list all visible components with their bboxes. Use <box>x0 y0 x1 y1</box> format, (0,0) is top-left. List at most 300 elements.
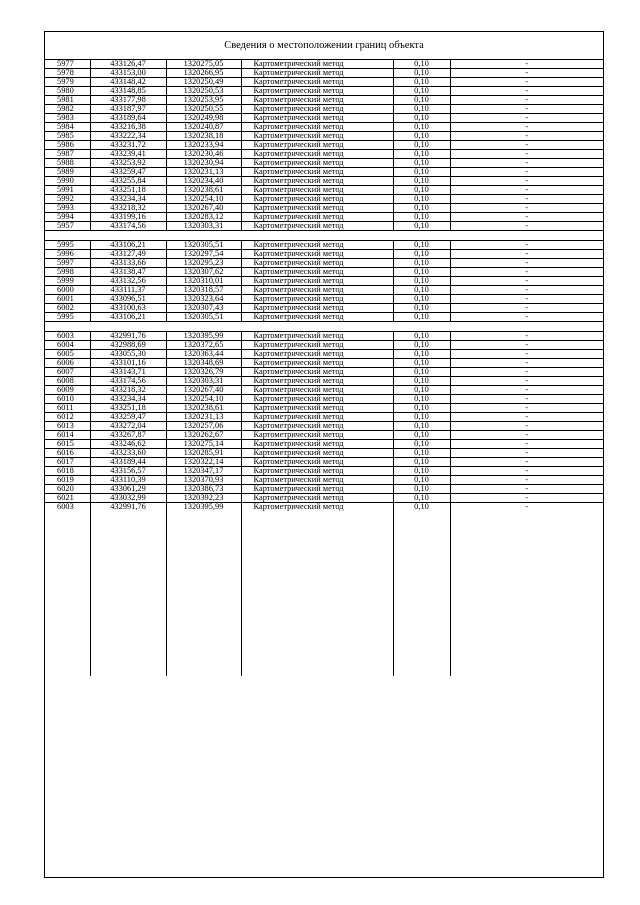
coord-y: 1320285,91 <box>166 449 241 458</box>
coord-x: 433187,97 <box>90 105 166 114</box>
point-number: 6002 <box>45 304 90 313</box>
coord-y: 1320233,94 <box>166 141 241 150</box>
point-number: 5995 <box>45 241 90 250</box>
determination-method: Картометрический метод <box>241 295 393 304</box>
point-number: 6012 <box>45 413 90 422</box>
coord-x: 433177,98 <box>90 96 166 105</box>
table-row <box>45 332 603 341</box>
table-row <box>45 159 603 168</box>
determination-method: Картометрический метод <box>241 69 393 78</box>
note: - <box>450 332 603 341</box>
determination-method: Картометрический метод <box>241 96 393 105</box>
note: - <box>450 204 603 213</box>
determination-method: Картометрический метод <box>241 431 393 440</box>
point-number: 5990 <box>45 177 90 186</box>
determination-method: Картометрический метод <box>241 377 393 386</box>
table-row <box>45 341 603 350</box>
table-row <box>45 386 603 395</box>
note: - <box>450 476 603 485</box>
note: - <box>450 96 603 105</box>
accuracy: 0,10 <box>393 332 450 341</box>
table-row <box>45 404 603 413</box>
accuracy: 0,10 <box>393 377 450 386</box>
determination-method: Картометрический метод <box>241 485 393 494</box>
determination-method: Картометрический метод <box>241 222 393 231</box>
point-number: 6009 <box>45 386 90 395</box>
note: - <box>450 304 603 313</box>
coord-x: 433110,39 <box>90 476 166 485</box>
coord-x: 433246,62 <box>90 440 166 449</box>
coord-y: 1320238,61 <box>166 186 241 195</box>
accuracy: 0,10 <box>393 114 450 123</box>
table-row <box>45 440 603 449</box>
coord-x: 433174,56 <box>90 222 166 231</box>
note: - <box>450 132 603 141</box>
table-row <box>45 87 603 96</box>
accuracy: 0,10 <box>393 458 450 467</box>
coord-x: 433251,18 <box>90 186 166 195</box>
empty-cell <box>90 511 166 676</box>
note: - <box>450 222 603 231</box>
coord-x: 433096,51 <box>90 295 166 304</box>
table-row <box>45 368 603 377</box>
point-number: 6015 <box>45 440 90 449</box>
determination-method: Картометрический метод <box>241 503 393 512</box>
coord-y: 1320230,46 <box>166 150 241 159</box>
note: - <box>450 404 603 413</box>
coord-y: 1320266,95 <box>166 69 241 78</box>
point-number: 6004 <box>45 341 90 350</box>
note: - <box>450 395 603 404</box>
determination-method: Картометрический метод <box>241 204 393 213</box>
table-row <box>45 277 603 286</box>
note: - <box>450 241 603 250</box>
determination-method: Картометрический метод <box>241 168 393 177</box>
note: - <box>525 502 529 511</box>
accuracy: 0,10 <box>393 503 450 512</box>
coord-x: 433231,72 <box>90 141 166 150</box>
coord-y: 1320395,99 <box>166 503 241 512</box>
coord-y: 1320238,18 <box>166 132 241 141</box>
point-number: 5985 <box>45 132 90 141</box>
table-row <box>45 422 603 431</box>
note: - <box>450 485 603 494</box>
table-row <box>45 213 603 222</box>
point-number: 5995 <box>45 313 90 322</box>
accuracy: 0,10 <box>393 186 450 195</box>
note: - <box>450 105 603 114</box>
separator-cell <box>45 231 603 241</box>
coord-x: 433239,41 <box>90 150 166 159</box>
determination-method: Картометрический метод <box>241 60 393 69</box>
coord-x: 433106,21 <box>90 241 166 250</box>
table-row <box>45 195 603 204</box>
note: - <box>450 195 603 204</box>
note: - <box>450 386 603 395</box>
table-row <box>45 141 603 150</box>
determination-method: Картометрический метод <box>241 341 393 350</box>
coord-x: 433259,47 <box>90 168 166 177</box>
coord-x: 433055,30 <box>90 350 166 359</box>
coord-x: 433251,18 <box>90 404 166 413</box>
point-number: 6008 <box>45 377 90 386</box>
accuracy: 0,10 <box>393 132 450 141</box>
determination-method: Картометрический метод <box>241 277 393 286</box>
coord-y: 1320347,17 <box>166 467 241 476</box>
group-separator <box>45 322 603 332</box>
empty-filler-row <box>45 511 603 676</box>
accuracy: 0,10 <box>393 422 450 431</box>
coord-x: 433255,84 <box>90 177 166 186</box>
accuracy: 0,10 <box>393 78 450 87</box>
coord-x: 432991,76 <box>90 332 166 341</box>
table-row <box>45 150 603 159</box>
accuracy: 0,10 <box>393 359 450 368</box>
determination-method: Картометрический метод <box>241 268 393 277</box>
empty-cell <box>450 511 603 676</box>
point-number: 5989 <box>45 168 90 177</box>
note: - <box>450 440 603 449</box>
table-row <box>45 503 603 512</box>
coord-y: 1320392,23 <box>166 494 241 503</box>
coord-x: 433267,87 <box>90 431 166 440</box>
coord-y: 1320283,12 <box>166 213 241 222</box>
coord-x: 433032,99 <box>90 494 166 503</box>
boundary-points-table <box>45 60 603 676</box>
coord-x: 433272,04 <box>90 422 166 431</box>
coord-x: 433127,49 <box>90 250 166 259</box>
coord-y: 1320297,54 <box>166 250 241 259</box>
determination-method: Картометрический метод <box>241 195 393 204</box>
table-row <box>45 105 603 114</box>
coord-x: 433189,64 <box>90 114 166 123</box>
note: - <box>450 259 603 268</box>
accuracy: 0,10 <box>393 304 450 313</box>
table-row <box>45 467 603 476</box>
coord-y: 1320231,13 <box>166 413 241 422</box>
point-number: 5993 <box>45 204 90 213</box>
accuracy: 0,10 <box>393 404 450 413</box>
determination-method: Картометрический метод <box>241 213 393 222</box>
accuracy: 0,10 <box>393 213 450 222</box>
point-number: 5983 <box>45 114 90 123</box>
note: - <box>450 494 603 503</box>
table-row <box>45 250 603 259</box>
determination-method: Картометрический метод <box>241 159 393 168</box>
coord-x: 433156,57 <box>90 467 166 476</box>
determination-method: Картометрический метод <box>241 422 393 431</box>
determination-method: Картометрический метод <box>241 386 393 395</box>
determination-method: Картометрический метод <box>241 87 393 96</box>
note: - <box>450 123 603 132</box>
coord-x: 433234,34 <box>90 195 166 204</box>
coord-y: 1320262,67 <box>166 431 241 440</box>
point-number: 5987 <box>45 150 90 159</box>
coord-y: 1320307,62 <box>166 268 241 277</box>
table-row <box>45 413 603 422</box>
accuracy: 0,10 <box>393 386 450 395</box>
point-number: 5957 <box>45 222 90 231</box>
coord-x: 433148,85 <box>90 87 166 96</box>
note: - <box>450 295 603 304</box>
point-number: 6000 <box>45 286 90 295</box>
determination-method: Картометрический метод <box>241 150 393 159</box>
coord-y: 1320363,44 <box>166 350 241 359</box>
table-row <box>45 268 603 277</box>
note: - <box>450 467 603 476</box>
coord-y: 1320303,31 <box>166 377 241 386</box>
table-row <box>45 60 603 69</box>
determination-method: Картометрический метод <box>241 476 393 485</box>
accuracy: 0,10 <box>393 195 450 204</box>
accuracy: 0,10 <box>393 177 450 186</box>
determination-method: Картометрический метод <box>241 114 393 123</box>
point-number: 6019 <box>45 476 90 485</box>
document-title: Сведения о местоположении границ объекта <box>45 32 603 60</box>
point-number: 6001 <box>45 295 90 304</box>
coord-y: 1320257,06 <box>166 422 241 431</box>
point-number: 6017 <box>45 458 90 467</box>
note: - <box>450 286 603 295</box>
note: - <box>450 150 603 159</box>
coord-y: 1320395,99 <box>166 332 241 341</box>
table-row <box>45 241 603 250</box>
coord-y: 1320250,49 <box>166 78 241 87</box>
coord-x: 432991,76 <box>90 503 166 512</box>
point-number: 5996 <box>45 250 90 259</box>
point-number: 6003 <box>45 503 90 512</box>
note: - <box>450 377 603 386</box>
table-row <box>45 304 603 313</box>
coord-y: 1320267,40 <box>166 204 241 213</box>
determination-method: Картометрический метод <box>241 350 393 359</box>
point-number: 5979 <box>45 78 90 87</box>
coord-y: 1320295,23 <box>166 259 241 268</box>
table-row <box>45 313 603 322</box>
table-body <box>45 60 603 676</box>
coord-y: 1320254,10 <box>166 195 241 204</box>
point-number: 6011 <box>45 404 90 413</box>
empty-cell <box>241 511 393 676</box>
point-number: 6014 <box>45 431 90 440</box>
accuracy: 0,10 <box>393 467 450 476</box>
point-number: 5998 <box>45 268 90 277</box>
note: - <box>450 413 603 422</box>
table-row <box>45 350 603 359</box>
determination-method: Картометрический метод <box>241 404 393 413</box>
coord-y: 1320372,65 <box>166 341 241 350</box>
point-number: 5978 <box>45 69 90 78</box>
coord-x: 433126,47 <box>90 60 166 69</box>
determination-method: Картометрический метод <box>241 359 393 368</box>
accuracy: 0,10 <box>393 449 450 458</box>
determination-method: Картометрический метод <box>241 332 393 341</box>
accuracy: 0,10 <box>393 123 450 132</box>
determination-method: Картометрический метод <box>241 440 393 449</box>
accuracy: 0,10 <box>393 259 450 268</box>
determination-method: Картометрический метод <box>241 132 393 141</box>
determination-method: Картометрический метод <box>241 494 393 503</box>
table-row <box>45 295 603 304</box>
point-number: 6007 <box>45 368 90 377</box>
coord-x: 433174,56 <box>90 377 166 386</box>
accuracy: 0,10 <box>393 485 450 494</box>
determination-method: Картометрический метод <box>241 286 393 295</box>
accuracy: 0,10 <box>393 440 450 449</box>
table-row <box>45 359 603 368</box>
note: - <box>450 341 603 350</box>
point-number: 5988 <box>45 159 90 168</box>
accuracy: 0,10 <box>393 141 450 150</box>
coord-x: 433218,32 <box>90 386 166 395</box>
accuracy: 0,10 <box>393 368 450 377</box>
coord-y: 1320230,94 <box>166 159 241 168</box>
coord-x: 433143,71 <box>90 368 166 377</box>
table-row <box>45 168 603 177</box>
coord-y: 1320310,01 <box>166 277 241 286</box>
coord-y: 1320250,53 <box>166 87 241 96</box>
point-number: 6016 <box>45 449 90 458</box>
point-number: 6018 <box>45 467 90 476</box>
determination-method: Картометрический метод <box>241 313 393 322</box>
note: - <box>450 458 603 467</box>
point-number: 6006 <box>45 359 90 368</box>
coord-y: 1320326,79 <box>166 368 241 377</box>
table-row <box>45 222 603 231</box>
coord-y: 1320323,64 <box>166 295 241 304</box>
coord-x: 433233,60 <box>90 449 166 458</box>
coord-y: 1320234,40 <box>166 177 241 186</box>
point-number: 5982 <box>45 105 90 114</box>
coord-y: 1320348,69 <box>166 359 241 368</box>
note: - <box>450 114 603 123</box>
table-row <box>45 377 603 386</box>
point-number: 5980 <box>45 87 90 96</box>
note: - <box>450 350 603 359</box>
coord-x: 433189,44 <box>90 458 166 467</box>
accuracy: 0,10 <box>393 413 450 422</box>
accuracy: 0,10 <box>393 150 450 159</box>
point-number: 5992 <box>45 195 90 204</box>
note: - <box>450 177 603 186</box>
table-row <box>45 494 603 503</box>
coord-x: 432988,69 <box>90 341 166 350</box>
accuracy: 0,10 <box>393 395 450 404</box>
note: - <box>450 431 603 440</box>
point-number: 6021 <box>45 494 90 503</box>
coord-y: 1320240,87 <box>166 123 241 132</box>
accuracy: 0,10 <box>393 431 450 440</box>
document-sheet <box>44 31 604 878</box>
note: - <box>450 186 603 195</box>
coord-x: 433132,56 <box>90 277 166 286</box>
accuracy: 0,10 <box>393 204 450 213</box>
coord-y: 1320275,05 <box>166 60 241 69</box>
determination-method: Картометрический метод <box>241 186 393 195</box>
coord-x: 433138,47 <box>90 268 166 277</box>
note: - <box>450 422 603 431</box>
determination-method: Картометрический метод <box>241 458 393 467</box>
table-row <box>45 78 603 87</box>
group-separator <box>45 231 603 241</box>
note: - <box>450 359 603 368</box>
determination-method: Картометрический метод <box>241 177 393 186</box>
coord-x: 433148,42 <box>90 78 166 87</box>
determination-method: Картометрический метод <box>241 141 393 150</box>
determination-method: Картометрический метод <box>241 368 393 377</box>
table-row <box>45 132 603 141</box>
note: - <box>450 268 603 277</box>
coord-x: 433259,47 <box>90 413 166 422</box>
determination-method: Картометрический метод <box>241 449 393 458</box>
coord-y: 1320231,13 <box>166 168 241 177</box>
coord-x: 433101,16 <box>90 359 166 368</box>
coord-y: 1320275,14 <box>166 440 241 449</box>
coord-x: 433106,21 <box>90 313 166 322</box>
coord-x: 433061,29 <box>90 485 166 494</box>
table-row <box>45 177 603 186</box>
accuracy: 0,10 <box>393 105 450 114</box>
point-number: 6003 <box>45 332 90 341</box>
accuracy: 0,10 <box>393 241 450 250</box>
table-row <box>45 114 603 123</box>
determination-method: Картометрический метод <box>241 395 393 404</box>
coord-y: 1320370,93 <box>166 476 241 485</box>
coord-x: 433234,34 <box>90 395 166 404</box>
table-row <box>45 395 603 404</box>
table-row <box>45 458 603 467</box>
accuracy: 0,10 <box>393 350 450 359</box>
coord-y: 1320307,43 <box>166 304 241 313</box>
coord-y: 1320254,10 <box>166 395 241 404</box>
note: - <box>450 313 603 322</box>
coord-y: 1320250,55 <box>166 105 241 114</box>
point-number: 6020 <box>45 485 90 494</box>
table-row <box>45 204 603 213</box>
coord-y: 1320249,98 <box>166 114 241 123</box>
accuracy: 0,10 <box>393 277 450 286</box>
point-number: 5984 <box>45 123 90 132</box>
note: - <box>450 168 603 177</box>
empty-cell <box>393 511 450 676</box>
coord-x: 433253,92 <box>90 159 166 168</box>
coord-x: 433222,34 <box>90 132 166 141</box>
coord-x: 433111,37 <box>90 286 166 295</box>
point-number: 5999 <box>45 277 90 286</box>
accuracy: 0,10 <box>393 476 450 485</box>
empty-cell <box>166 511 241 676</box>
accuracy: 0,10 <box>393 268 450 277</box>
point-number: 5994 <box>45 213 90 222</box>
note: - <box>450 213 603 222</box>
point-number: 6013 <box>45 422 90 431</box>
table-row <box>45 286 603 295</box>
table-row <box>45 186 603 195</box>
note: - <box>450 159 603 168</box>
point-number: 5997 <box>45 259 90 268</box>
point-number: 5986 <box>45 141 90 150</box>
determination-method: Картометрический метод <box>241 467 393 476</box>
determination-method: Картометрический метод <box>241 259 393 268</box>
table-row <box>45 485 603 494</box>
empty-cell <box>45 511 90 676</box>
coord-y: 1320303,31 <box>166 222 241 231</box>
accuracy: 0,10 <box>393 341 450 350</box>
note: - <box>450 141 603 150</box>
point-number: 5981 <box>45 96 90 105</box>
table-row <box>45 449 603 458</box>
note: - <box>450 277 603 286</box>
